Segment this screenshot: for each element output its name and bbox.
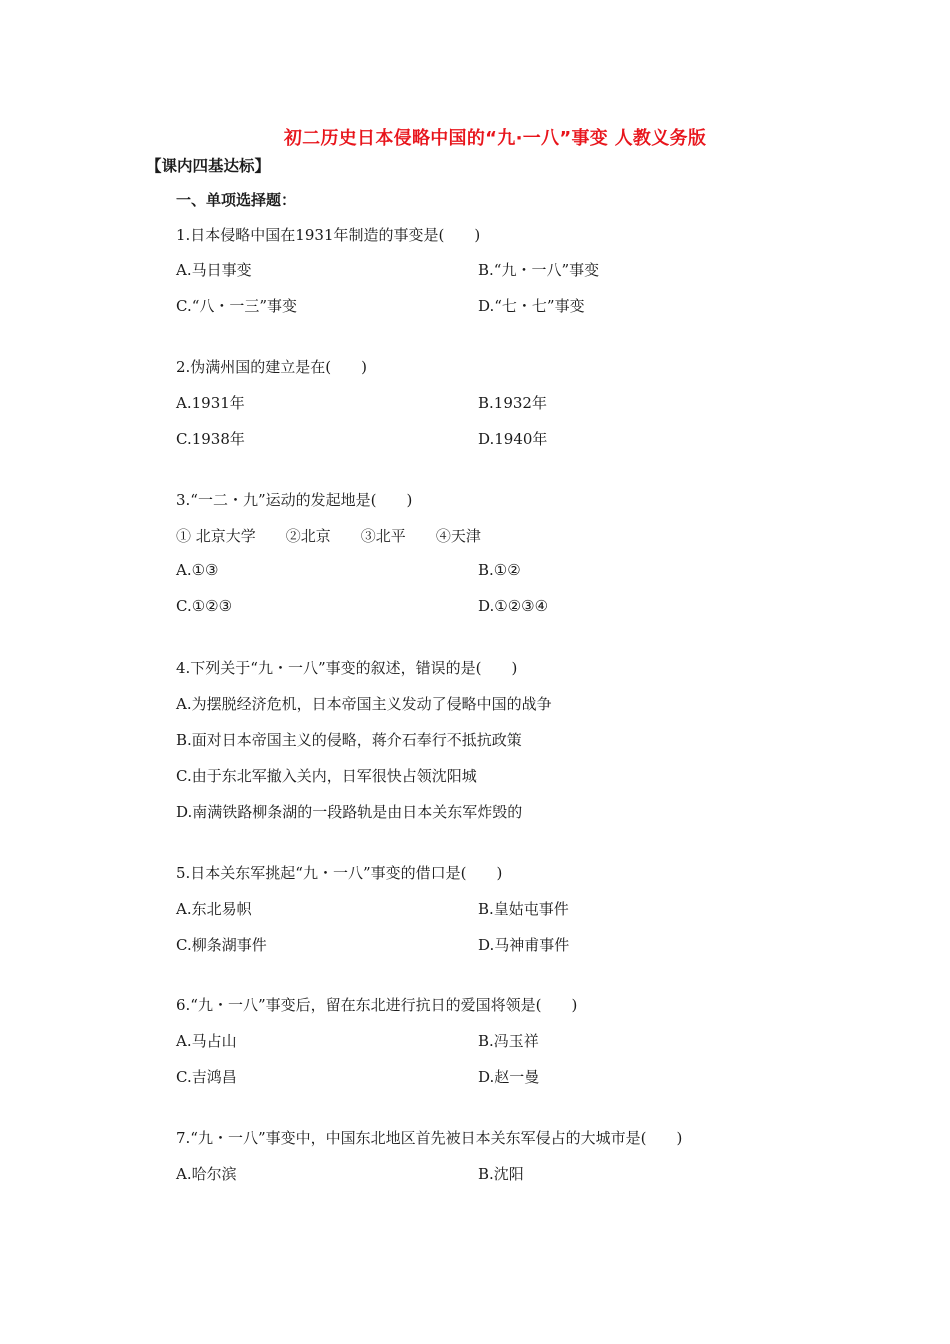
question-7-option-a: A.哈尔滨 bbox=[176, 1165, 237, 1183]
question-3-option-b: B.①② bbox=[478, 561, 521, 579]
question-3-choice-4: ④天津 bbox=[435, 527, 481, 545]
subsection-heading: 一、单项选择题： bbox=[176, 191, 297, 209]
question-2-option-c: C.1938年 bbox=[176, 430, 245, 448]
document-title: 初二历史日本侵略中国的“九·一八”事变 人教义务版 bbox=[283, 128, 707, 149]
question-4-option-a: A.为摆脱经济危机，日本帝国主义发动了侵略中国的战争 bbox=[176, 695, 552, 713]
question-4-option-b: B.面对日本帝国主义的侵略，蒋介石奉行不抵抗政策 bbox=[176, 731, 522, 749]
question-7-option-b: B.沈阳 bbox=[478, 1165, 524, 1183]
question-3-option-a: A.①③ bbox=[176, 561, 219, 579]
question-2-option-b: B.1932年 bbox=[478, 394, 547, 412]
question-6-option-b: B.冯玉祥 bbox=[478, 1032, 539, 1050]
question-6-option-a: A.马占山 bbox=[176, 1032, 237, 1050]
question-1-option-a: A.马日事变 bbox=[176, 261, 252, 279]
question-3-choice-2: ②北京 bbox=[285, 527, 331, 545]
question-3-choice-1: ① 北京大学 bbox=[176, 527, 256, 545]
question-3-option-c: C.①②③ bbox=[176, 597, 233, 615]
question-6-option-d: D.赵一曼 bbox=[478, 1068, 540, 1086]
section-heading: 【课内四基达标】 bbox=[146, 157, 271, 175]
question-4-stem: 4.下列关于“九・一八”事变的叙述，错误的是( ) bbox=[176, 659, 518, 677]
question-1-option-b: B.“九・一八”事变 bbox=[478, 261, 600, 279]
question-3-option-d: D.①②③④ bbox=[478, 597, 549, 615]
question-6-option-c: C.吉鸿昌 bbox=[176, 1068, 237, 1086]
question-2-option-a: A.1931年 bbox=[176, 394, 245, 412]
question-2-stem: 2.伪满州国的建立是在( ) bbox=[176, 358, 368, 376]
question-4-option-d: D.南满铁路柳条湖的一段路轨是由日本关东军炸毁的 bbox=[176, 803, 523, 821]
question-3-choice-3: ③北平 bbox=[360, 527, 406, 545]
question-5-option-d: D.马神甫事件 bbox=[478, 936, 570, 954]
question-1-stem: 1.日本侵略中国在1931年制造的事变是( ) bbox=[176, 226, 481, 244]
question-5-option-c: C.柳条湖事件 bbox=[176, 936, 267, 954]
question-3-choices bbox=[176, 525, 511, 546]
question-3-stem: 3.“一二・九”运动的发起地是( ) bbox=[176, 491, 413, 509]
question-5-stem: 5.日本关东军挑起“九・一八”事变的借口是( ) bbox=[176, 864, 503, 882]
question-4-option-c: C.由于东北军撤入关内，日军很快占领沈阳城 bbox=[176, 767, 477, 785]
question-2-option-d: D.1940年 bbox=[478, 430, 548, 448]
question-7-stem: 7.“九・一八”事变中，中国东北地区首先被日本关东军侵占的大城市是( ) bbox=[176, 1129, 683, 1147]
question-5-option-b: B.皇姑屯事件 bbox=[478, 900, 569, 918]
question-1-option-d: D.“七・七”事变 bbox=[478, 297, 585, 315]
question-6-stem: 6.“九・一八”事变后，留在东北进行抗日的爱国将领是( ) bbox=[176, 996, 578, 1014]
question-1-option-c: C.“八・一三”事变 bbox=[176, 297, 298, 315]
question-5-option-a: A.东北易帜 bbox=[176, 900, 252, 918]
